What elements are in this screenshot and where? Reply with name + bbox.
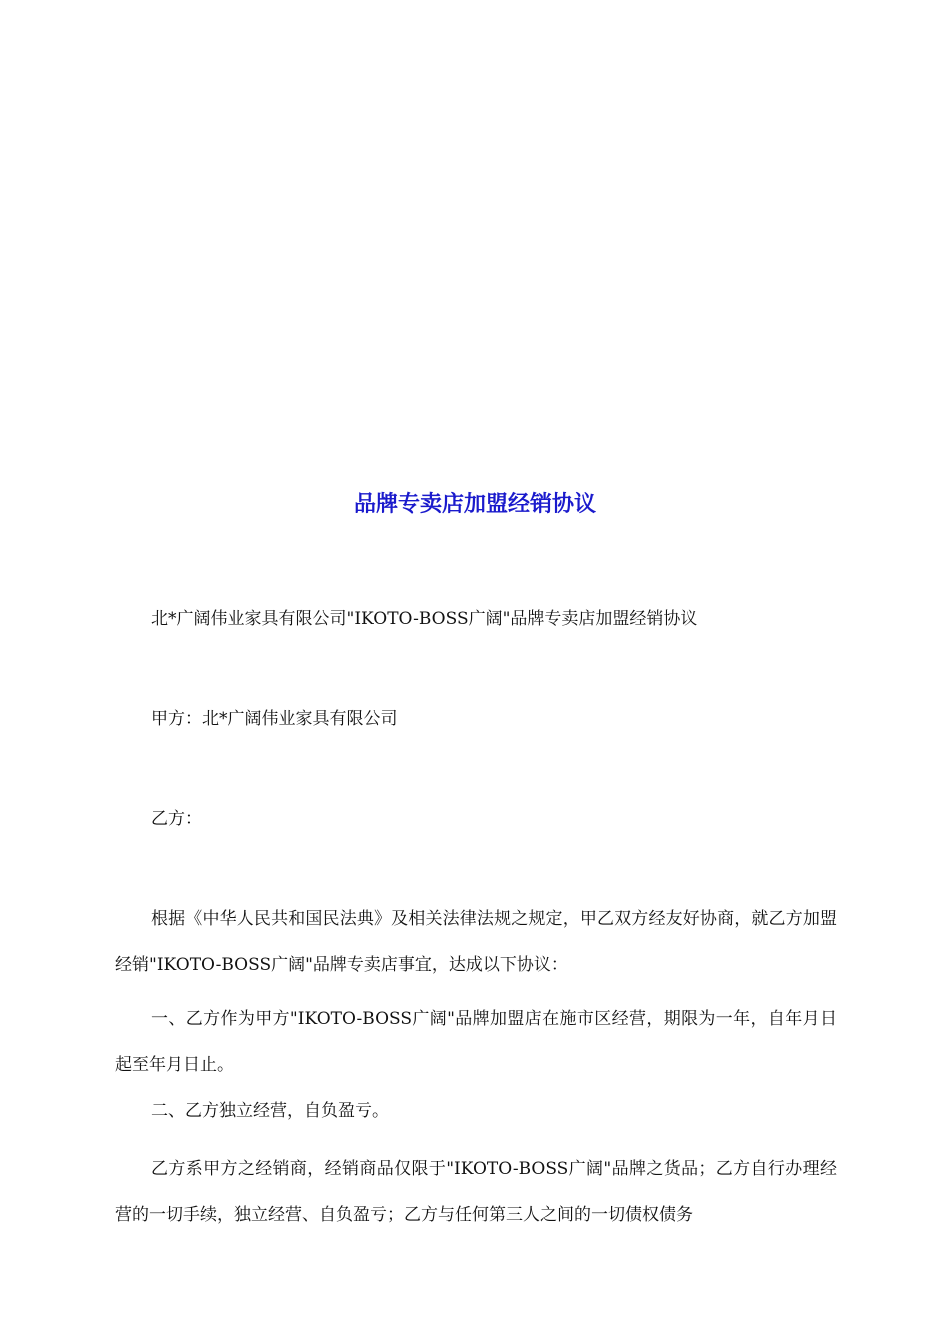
paragraph-clause-two-detail: 乙方系甲方之经销商，经销商品仅限于"IKOTO-BOSS广阔"品牌之货品；乙方自行办理经营的一切手续，独立经营、自负盈亏；乙方与任何第三人之间的一切债权债务 [115, 1159, 837, 1225]
paragraph-preamble: 根据《中华人民共和国民法典》及相关法律法规之规定，甲乙双方经友好协商，就乙方加盟经销"IKOTO-BOSS广阔"品牌专卖店事宜，达成以下协议： [115, 909, 837, 975]
paragraph-clause-one: 一、乙方作为甲方"IKOTO-BOSS广阔"品牌加盟店在施市区经营，期限为一年，自年月日起至年月日止。 [115, 1009, 837, 1075]
paragraph-agreement-name: 北*广阔伟业家具有限公司"IKOTO-BOSS广阔"品牌专卖店加盟经销协议 [151, 609, 698, 629]
paragraph-clause-two: 二、乙方独立经营，自负盈亏。 [151, 1101, 389, 1121]
paragraph-party-b: 乙方： [151, 809, 202, 829]
paragraph-party-a: 甲方：北*广阔伟业家具有限公司 [151, 709, 398, 729]
document-title: 品牌专卖店加盟经销协议 [353, 491, 596, 517]
